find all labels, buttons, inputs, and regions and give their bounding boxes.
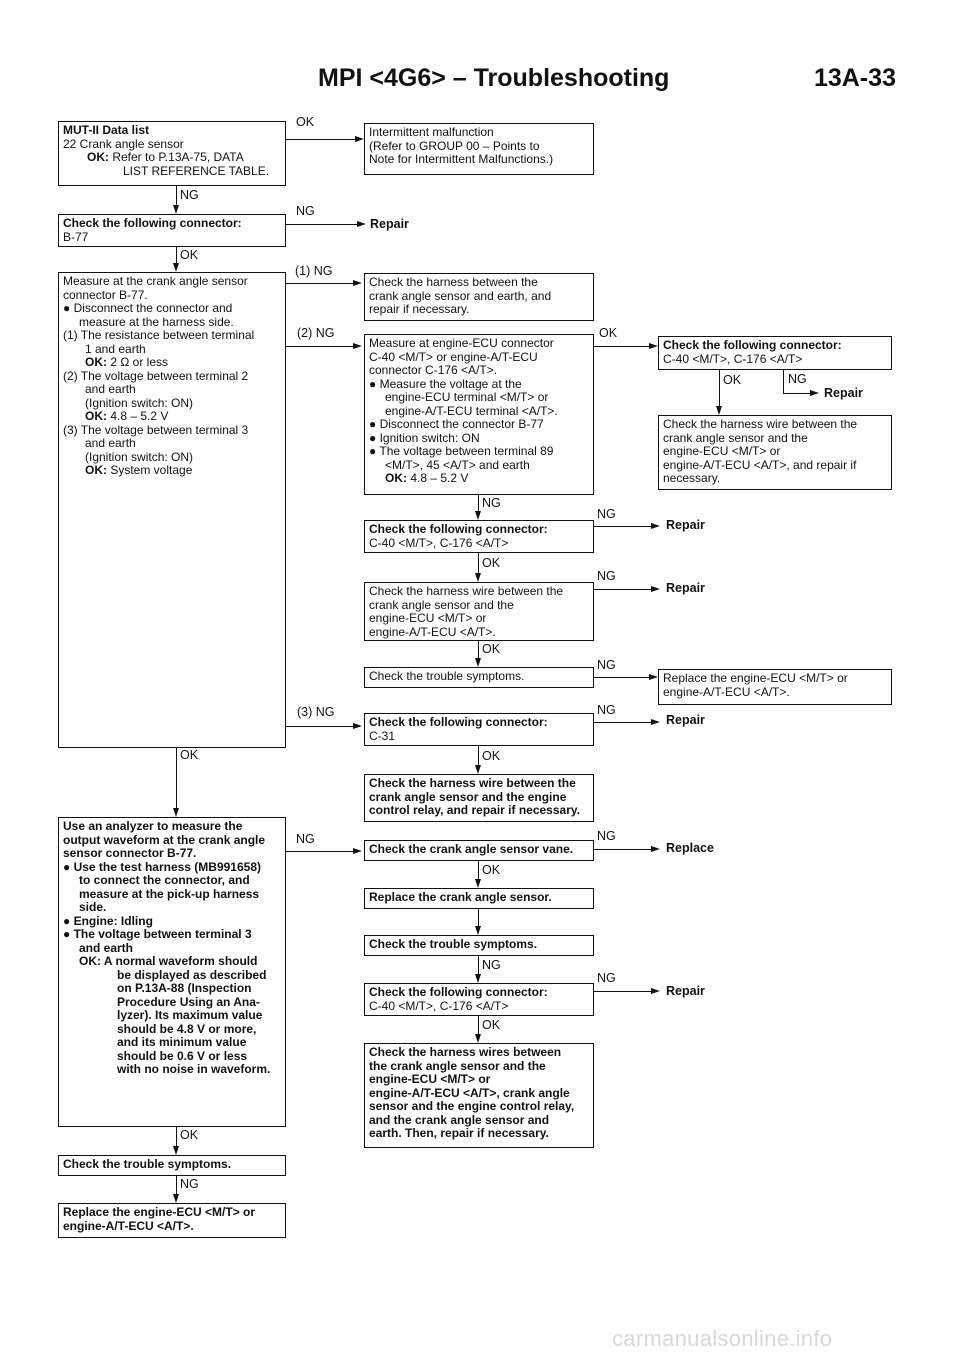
box-line: Check the following connector: bbox=[369, 985, 548, 999]
box-line: (2) The voltage between terminal 2 bbox=[63, 368, 249, 383]
box-line: engine-ECU terminal <M/T> or bbox=[385, 390, 549, 404]
box-harness-wires-final bbox=[364, 1043, 594, 1148]
box-line: (Refer to GROUP 00 – Points to bbox=[369, 138, 540, 153]
connector-line bbox=[176, 247, 177, 264]
box-line: Check the crank angle sensor vane. bbox=[369, 842, 574, 856]
arrow-down-icon bbox=[173, 205, 179, 214]
box-line: A normal waveform should bbox=[101, 954, 258, 968]
box-line: engine-ECU <M/T> or bbox=[663, 444, 781, 458]
box-line: Check the following connector: bbox=[663, 338, 842, 352]
box-line: Check the following connector: bbox=[63, 216, 242, 230]
box-line: engine-ECU <M/T> or bbox=[369, 1072, 491, 1086]
box-line: and earth bbox=[79, 940, 134, 955]
arrow-right-icon bbox=[353, 280, 362, 286]
box-line: Procedure Using an Ana- bbox=[117, 994, 260, 1009]
connector-line bbox=[719, 370, 720, 407]
arrow-right-icon bbox=[357, 221, 366, 227]
connector-line bbox=[783, 393, 811, 394]
box-line: should be 4.8 V or more, bbox=[117, 1021, 257, 1036]
arrow-down-icon bbox=[173, 808, 179, 817]
box-line: earth. Then, repair if necessary. bbox=[369, 1126, 549, 1140]
box-line: sensor connector B-77. bbox=[63, 846, 197, 860]
ok-label: OK: bbox=[79, 954, 101, 968]
box-line: Check the trouble symptoms. bbox=[63, 1157, 232, 1171]
flow-label: NG bbox=[180, 188, 199, 202]
flow-label: OK bbox=[482, 863, 501, 877]
box-line: output waveform at the crank angle bbox=[63, 832, 266, 847]
box-line: 4.8 – 5.2 V bbox=[107, 409, 169, 423]
box-line: should be 0.6 V or less bbox=[117, 1048, 248, 1063]
box-line: 2 Ω or less bbox=[107, 355, 168, 369]
box-line: Replace the crank angle sensor. bbox=[369, 890, 552, 904]
box-line: (Ignition switch: ON) bbox=[85, 449, 194, 464]
box-replace-ecu-right bbox=[658, 669, 892, 705]
box-check-connector-c31 bbox=[364, 713, 594, 746]
flow-label: OK bbox=[482, 749, 501, 763]
arrow-down-icon bbox=[475, 511, 481, 520]
flow-label: NG bbox=[597, 829, 616, 843]
box-line: B-77 bbox=[63, 229, 89, 244]
box-line: crank angle sensor and the engine bbox=[369, 789, 567, 804]
connector-line bbox=[478, 861, 479, 880]
box-line: side. bbox=[79, 900, 107, 914]
connector-line bbox=[594, 722, 652, 723]
replace-label: Replace bbox=[666, 841, 714, 855]
box-line: Check the harness wire between the bbox=[369, 584, 564, 598]
box-line: engine-A/T-ECU <A/T>, crank angle bbox=[369, 1085, 570, 1100]
flow-label: NG bbox=[597, 703, 616, 717]
flow-label: OK bbox=[482, 556, 501, 570]
box-line: System voltage bbox=[107, 463, 193, 477]
box-line: C-40 <M/T>, C-176 <A/T> bbox=[369, 998, 509, 1013]
box-harness-sensor-earth bbox=[364, 273, 594, 321]
box-line: and its minimum value bbox=[117, 1035, 247, 1049]
box-line: (1) The resistance between terminal bbox=[63, 328, 255, 342]
flow-label: OK bbox=[180, 248, 199, 262]
box-line: ● The voltage between terminal 3 bbox=[63, 927, 252, 941]
arrow-right-icon bbox=[651, 586, 660, 592]
arrow-right-icon bbox=[651, 988, 660, 994]
box-measure-crank-sensor bbox=[58, 272, 286, 748]
connector-line bbox=[286, 283, 354, 284]
arrow-down-icon bbox=[173, 1146, 179, 1155]
box-line: C-31 bbox=[369, 728, 396, 743]
arrow-down-icon bbox=[475, 658, 481, 667]
repair-label: Repair bbox=[824, 386, 863, 400]
flow-label: NG bbox=[597, 971, 616, 985]
connector-line bbox=[478, 909, 479, 927]
connector-line bbox=[594, 526, 652, 527]
box-line: Note for Intermittent Malfunctions.) bbox=[369, 152, 554, 166]
connector-line bbox=[594, 991, 652, 992]
flow-label: (3) NG bbox=[297, 705, 335, 719]
repair-label: Repair bbox=[666, 581, 705, 595]
box-line: Check the following connector: bbox=[369, 522, 548, 536]
box-line: control relay, and repair if necessary. bbox=[369, 803, 580, 817]
flow-label: OK bbox=[482, 642, 501, 656]
box-line: crank angle sensor and earth, and bbox=[369, 288, 552, 303]
box-line: Check the trouble symptoms. bbox=[369, 669, 525, 683]
connector-line bbox=[783, 370, 784, 393]
arrow-right-icon bbox=[353, 723, 362, 729]
connector-line bbox=[176, 186, 177, 206]
box-line: crank angle sensor and the bbox=[369, 597, 514, 612]
arrow-right-icon bbox=[353, 343, 362, 349]
connector-line bbox=[478, 746, 479, 766]
box-line: necessary. bbox=[663, 471, 721, 485]
flow-label: OK bbox=[180, 748, 199, 762]
box-line: Check the trouble symptoms. bbox=[369, 937, 538, 951]
box-line: (3) The voltage between terminal 3 bbox=[63, 422, 249, 437]
box-line: Check the harness between the bbox=[369, 275, 538, 289]
flow-label: NG bbox=[597, 569, 616, 583]
box-line: connector B-77. bbox=[63, 287, 148, 302]
flow-label: NG bbox=[788, 372, 807, 386]
box-line: C-40 <M/T>, C-176 <A/T> bbox=[369, 535, 509, 550]
mut-line: Refer to P.13A-75, DATA bbox=[109, 150, 244, 164]
box-check-sensor-vane bbox=[364, 840, 594, 861]
ok-label: OK: bbox=[385, 471, 407, 485]
box-line: 1 and earth bbox=[85, 341, 146, 356]
ok-label: OK: bbox=[85, 355, 107, 369]
box-harness-ecu-right bbox=[658, 415, 892, 490]
flow-label: OK bbox=[482, 1018, 501, 1032]
box-line: Measure at engine-ECU connector bbox=[369, 336, 554, 350]
flow-label: NG bbox=[296, 204, 315, 218]
repair-label: Repair bbox=[666, 713, 705, 727]
arrow-down-icon bbox=[475, 1034, 481, 1043]
mut-line: LIST REFERENCE TABLE. bbox=[123, 163, 270, 178]
box-line: the crank angle sensor and the bbox=[369, 1058, 546, 1073]
arrow-down-icon bbox=[475, 879, 481, 888]
box-line: Replace the engine-ECU <M/T> or bbox=[663, 671, 848, 685]
box-line: be displayed as described bbox=[117, 967, 267, 982]
ok-label: OK: bbox=[85, 463, 107, 477]
box-check-trouble-symptoms-mid2 bbox=[364, 935, 594, 956]
box-line: and earth bbox=[85, 436, 136, 450]
box-line: with no noise in waveform. bbox=[117, 1062, 271, 1076]
box-check-connector-b77 bbox=[58, 214, 286, 247]
box-line: ● Use the test harness (MB991658) bbox=[63, 859, 261, 874]
flow-label: OK bbox=[180, 1128, 199, 1142]
arrow-down-icon bbox=[173, 1194, 179, 1203]
arrow-down-icon bbox=[173, 263, 179, 272]
box-check-connector-c40-mid2 bbox=[364, 983, 594, 1016]
connector-line bbox=[478, 641, 479, 659]
flow-label: NG bbox=[597, 658, 616, 672]
arrow-right-icon bbox=[651, 523, 660, 529]
connector-line bbox=[176, 748, 177, 809]
page-title: MPI <4G6> – Troubleshooting bbox=[318, 64, 670, 92]
box-replace-crank-sensor bbox=[364, 888, 594, 909]
box-line: crank angle sensor and the bbox=[663, 430, 808, 445]
box-harness-control-relay bbox=[364, 774, 594, 822]
connector-line bbox=[594, 346, 650, 347]
box-mut-data-list bbox=[58, 121, 286, 186]
repair-label: Repair bbox=[666, 518, 705, 532]
connector-line bbox=[286, 139, 356, 140]
box-line: <M/T>, 45 <A/T> and earth bbox=[385, 457, 530, 472]
box-line: Check the harness wire between the bbox=[663, 417, 858, 431]
connector-line bbox=[594, 677, 650, 678]
arrow-down-icon bbox=[475, 926, 481, 935]
box-check-trouble-symptoms-left bbox=[58, 1155, 286, 1176]
box-line: C-40 <M/T>, C-176 <A/T> bbox=[663, 351, 803, 366]
box-line: engine-A/T-ECU terminal <A/T>. bbox=[385, 403, 558, 418]
flow-label: (2) NG bbox=[297, 326, 335, 340]
box-line: Check the harness wires between bbox=[369, 1045, 562, 1059]
box-line: ● Engine: Idling bbox=[63, 913, 153, 928]
connector-line bbox=[478, 495, 479, 512]
flow-label: NG bbox=[296, 832, 315, 846]
connector-line bbox=[176, 1127, 177, 1147]
flow-label: NG bbox=[482, 496, 501, 510]
box-check-connector-c40-mid1 bbox=[364, 520, 594, 553]
box-line: 4.8 – 5.2 V bbox=[407, 471, 469, 485]
watermark: carmanualsonline.info bbox=[612, 1326, 833, 1351]
box-replace-ecu-left bbox=[58, 1203, 286, 1238]
arrow-down-icon bbox=[716, 406, 722, 415]
box-line: sensor and the engine control relay, bbox=[369, 1099, 575, 1113]
flow-label: OK bbox=[723, 373, 742, 387]
box-line: measure at the pick-up harness bbox=[79, 886, 260, 901]
box-line: to connect the connector, and bbox=[79, 873, 250, 887]
box-line: Check the harness wire between the bbox=[369, 776, 576, 790]
box-line: Check the following connector: bbox=[369, 715, 548, 729]
box-line: connector C-176 <A/T>. bbox=[369, 363, 498, 377]
box-line: (Ignition switch: ON) bbox=[85, 395, 194, 410]
box-line: engine-A/T-ECU <A/T>. bbox=[369, 624, 496, 639]
box-line: Intermittent malfunction bbox=[369, 125, 494, 139]
box-line: lyzer). Its maximum value bbox=[117, 1008, 263, 1022]
arrow-right-icon bbox=[355, 136, 364, 142]
arrow-right-icon bbox=[810, 390, 819, 396]
box-line: Replace the engine-ECU <M/T> or bbox=[63, 1205, 256, 1219]
flow-label: NG bbox=[180, 1177, 199, 1191]
box-check-connector-c40-right bbox=[658, 336, 892, 370]
connector-line bbox=[478, 553, 479, 574]
connector-line bbox=[286, 851, 354, 852]
box-intermittent-malfunction bbox=[364, 123, 594, 175]
box-line: Use an analyzer to measure the bbox=[63, 819, 243, 833]
box-line: engine-ECU <M/T> or bbox=[369, 611, 487, 625]
arrow-right-icon bbox=[651, 719, 660, 725]
arrow-down-icon bbox=[475, 765, 481, 774]
box-line: ● Disconnect the connector and bbox=[63, 301, 233, 315]
flow-label: NG bbox=[597, 507, 616, 521]
box-line: ● The voltage between terminal 89 bbox=[369, 444, 554, 458]
ok-label: OK: bbox=[87, 150, 109, 164]
connector-line bbox=[594, 849, 652, 850]
box-line: measure at the harness side. bbox=[79, 314, 234, 329]
box-analyzer-waveform bbox=[58, 817, 286, 1127]
arrow-right-icon bbox=[353, 848, 362, 854]
arrow-right-icon bbox=[651, 846, 660, 852]
box-line: and earth bbox=[85, 382, 136, 396]
connector-line bbox=[478, 1016, 479, 1035]
box-line: C-40 <M/T> or engine-A/T-ECU bbox=[369, 349, 538, 364]
repair-label: Repair bbox=[370, 217, 409, 231]
page-number: 13A-33 bbox=[814, 64, 896, 92]
connector-line bbox=[478, 956, 479, 975]
connector-line bbox=[286, 726, 354, 727]
box-line: Measure at the crank angle sensor bbox=[63, 274, 248, 288]
repair-label: Repair bbox=[666, 984, 705, 998]
mut-line: 22 Crank angle sensor bbox=[63, 136, 184, 151]
box-harness-ecu-mid1 bbox=[364, 582, 594, 641]
flow-label: OK bbox=[599, 326, 618, 340]
flow-label: (1) NG bbox=[295, 264, 333, 278]
box-line: ● Disconnect the connector B-77 bbox=[369, 417, 544, 431]
box-line: engine-A/T-ECU <A/T>, and repair if bbox=[663, 457, 857, 472]
box-line: ● Ignition switch: ON bbox=[369, 430, 480, 445]
connector-line bbox=[286, 224, 358, 225]
box-line: ● Measure the voltage at the bbox=[369, 376, 522, 391]
box-line: engine-A/T-ECU <A/T>. bbox=[663, 684, 790, 699]
mut-title: MUT-II Data list bbox=[63, 123, 150, 137]
connector-line bbox=[176, 1176, 177, 1195]
box-measure-engine-ecu bbox=[364, 334, 594, 495]
box-check-trouble-symptoms-mid1 bbox=[364, 667, 594, 688]
arrow-right-icon bbox=[649, 674, 658, 680]
arrow-down-icon bbox=[475, 974, 481, 983]
flow-label: OK bbox=[296, 115, 315, 129]
box-line: and the crank angle sensor and bbox=[369, 1112, 550, 1127]
connector-line bbox=[286, 346, 354, 347]
arrow-right-icon bbox=[649, 343, 658, 349]
ok-label: OK: bbox=[85, 409, 107, 423]
connector-line bbox=[594, 589, 652, 590]
box-line: engine-A/T-ECU <A/T>. bbox=[63, 1218, 194, 1233]
flow-label: NG bbox=[482, 958, 501, 972]
box-line: repair if necessary. bbox=[369, 302, 470, 316]
box-line: on P.13A-88 (Inspection bbox=[117, 981, 252, 995]
arrow-down-icon bbox=[475, 573, 481, 582]
